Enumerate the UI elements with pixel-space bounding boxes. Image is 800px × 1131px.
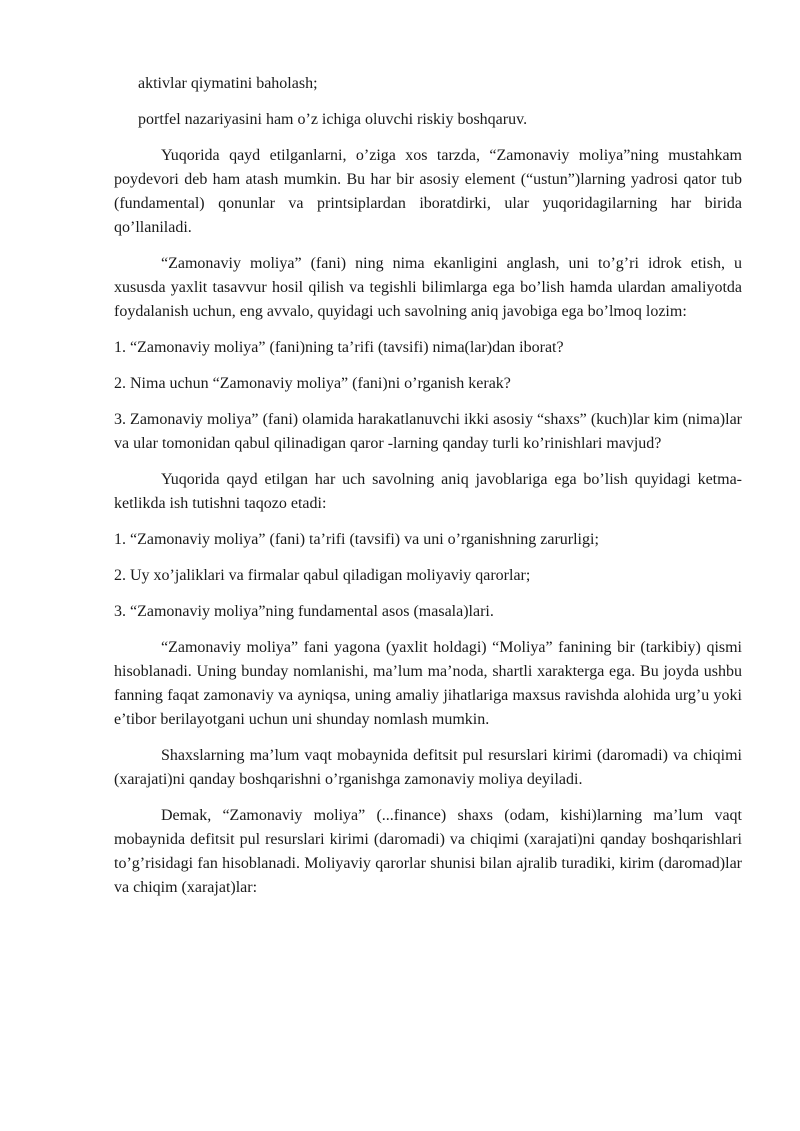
paragraph-foundation: Yuqorida qayd etilganlarni, o’ziga xos tarzda, “Zamonaviy moliya”ning mustahkam poydevori deb ham atash mumkin. Bu har bir asosiy element (“ustun”)larning yadrosi qator tub (fundamental) qonunlar va printsiplardan iboratdirki, ular yuqoridagilarning har birida qo’llaniladi. [114,147,742,236]
paragraph-sequence-intro: Yuqorida qayd etilgan har uch savolning aniq javoblariga ega bo’lish quyidagi ketma-ketlikda ish tutishni taqozo etadi: [114,471,742,512]
question-1: 1. “Zamonaviy moliya” (fani)ning ta’rifi (tavsifi) nima(lar)dan iborat? [114,339,564,356]
list-item-risk-management: portfel nazariyasini ham o’z ichiga oluvchi riskiy boshqaruv. [138,111,528,128]
step-1: 1. “Zamonaviy moliya” (fani) ta’rifi (tavsifi) va uni o’rganishning zarurligi; [114,531,599,548]
question-3: 3. Zamonaviy moliya” (fani) olamida harakatlanuvchi ikki asosiy “shaxs” (kuch)lar kim (nima)lar va ular tomonidan qabul qilinadigan qaror -larning qanday turli ko’rinishlari mavjud? [114,411,742,452]
list-item-asset-valuation: aktivlar qiymatini baholash; [138,75,318,92]
paragraph-conclusion: Demak, “Zamonaviy moliya” (...finance) shaxs (odam, kishi)larning ma’lum vaqt mobaynida defitsit pul resurslari kirimi (daromadi) va chiqimi (xarajati)ni qanday boshqarishlari to’g’risidagi fan hisoblanadi. Moliyaviy qarorlar shunisi bilan ajralib turadiki, kirim (daromad)lar va chiqim (xarajat)lar: [114,807,742,896]
step-2: 2. Uy xo’jaliklari va firmalar qabul qiladigan moliyaviy qarorlar; [114,567,531,584]
paragraph-three-questions-intro: “Zamonaviy moliya” (fani) ning nima ekanligini anglash, uni to’g’ri idrok etish, u xususda yaxlit tasavvur hosil qilish va tegishli bilimlarga ega bo’lish hamda ulardan amaliyotda foydalanish uchun, eng avvalo, quyidagi uch savolning aniq javobiga ega bo’lmoq lozim: [114,255,742,320]
question-2: 2. Nima uchun “Zamonaviy moliya” (fani)ni o’rganish kerak? [114,375,511,392]
paragraph-definition: Shaxslarning ma’lum vaqt mobaynida defitsit pul resurslari kirimi (daromadi) va chiqimi (xarajati)ni qanday boshqarishni o’rganishga zamonaviy moliya deyiladi. [114,747,742,788]
document-page [114,72,742,900]
step-3: 3. “Zamonaviy moliya”ning fundamental asos (masala)lari. [114,603,494,620]
paragraph-modern-finance-part: “Zamonaviy moliya” fani yagona (yaxlit holdagi) “Moliya” fanining bir (tarkibiy) qismi hisoblanadi. Uning bunday nomlanishi, ma’lum ma’noda, shartli xarakterga ega. Bu joyda ushbu fanning faqat zamonaviy va ayniqsa, uning amaliy jihatlariga maxsus ravishda alohida urg’u yoki e’tibor berilayotgani uchun uni shunday nomlash mumkin. [114,639,742,728]
